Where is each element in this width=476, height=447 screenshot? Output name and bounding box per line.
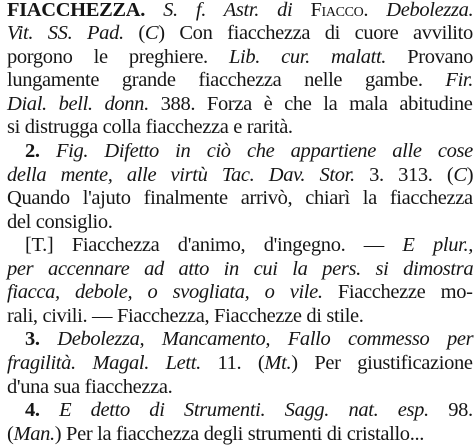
entry-text: Debolezza, Mancamento, Fallo commesso per xyxy=(57,328,474,350)
entry-text: 2. xyxy=(25,140,56,162)
entry-text: . xyxy=(363,0,387,21)
entry-text: per accennare ad atto in cui la pers. si dimostra xyxy=(7,258,474,280)
entry-line xyxy=(7,281,473,305)
entry-text: E plur., xyxy=(402,234,474,256)
entry-text: Mt. xyxy=(264,352,292,374)
entry-line xyxy=(25,140,473,164)
entry-text: 3. xyxy=(25,328,58,350)
entry-text: Fig. Difetto in ciò che appartiene alle cose xyxy=(55,140,473,162)
entry-line xyxy=(7,187,473,211)
entry-line xyxy=(7,211,113,235)
entry-line xyxy=(7,352,473,376)
entry-text: FIACCHEZZA xyxy=(7,0,141,21)
entry-line xyxy=(7,423,424,447)
entry-text: ) Per giustificazione xyxy=(291,352,473,374)
entry-text: Tac. Dav. Stor. xyxy=(221,164,355,186)
entry-text: Vit. SS. Pad. xyxy=(7,22,124,44)
entry-text: ) Con fiacchezza di cuore avvilito xyxy=(158,22,473,44)
entry-text: rali, civili. — Fiacchezza, Fiacchezze di stile. xyxy=(7,305,364,327)
entry-text: Fiacchezze mo- xyxy=(322,281,473,303)
entry-text: C xyxy=(453,164,467,186)
entry-line xyxy=(25,234,473,258)
entry-text xyxy=(208,164,222,186)
entry-line xyxy=(7,376,172,400)
entry-text: Fiacco xyxy=(310,0,364,21)
entry-line xyxy=(7,258,473,282)
entry-line xyxy=(7,46,473,70)
entry-text: lungamente grande fiacchezza nelle gambe. xyxy=(7,69,446,91)
entry-text: 4. xyxy=(25,399,60,421)
entry-line xyxy=(7,22,473,46)
entry-text: . xyxy=(140,0,164,21)
entry-text: S. f. Astr. di xyxy=(163,0,311,21)
entry-text: Dial. bell. donn. xyxy=(7,93,149,115)
entry-line xyxy=(25,328,473,352)
entry-line xyxy=(7,164,473,188)
entry-text: E detto di Strumenti. Sagg. nat. esp. xyxy=(59,399,429,421)
entry-line xyxy=(7,305,364,329)
entry-line xyxy=(7,69,473,93)
entry-text: Fir. xyxy=(445,69,474,91)
entry-text: Debolezza. xyxy=(386,0,474,21)
entry-text: Lib. cur. malatt. xyxy=(228,46,387,68)
entry-line xyxy=(7,116,293,140)
entry-text: 98. xyxy=(428,399,473,421)
entry-text: 11. ( xyxy=(200,352,265,374)
entry-text: C xyxy=(144,22,159,44)
entry-text: 3. 313. ( xyxy=(354,164,454,186)
entry-text: 388. Forza è che la mala abitudine xyxy=(148,93,473,115)
entry-text: Provano xyxy=(386,46,474,68)
entry-text: Man. xyxy=(13,423,55,445)
entry-text: si distrugga colla fiacchezza e rarità. xyxy=(7,116,293,138)
entry-text: fragilità. Magal. Lett. xyxy=(7,352,201,374)
entry-line xyxy=(7,0,473,23)
entry-text: della mente, alle virtù xyxy=(7,164,208,186)
entry-text: fiacca, debole, o svogliata, o vile. xyxy=(7,281,323,303)
entry-text: del consiglio. xyxy=(7,211,113,233)
entry-line xyxy=(7,93,473,117)
entry-text: ( xyxy=(7,423,14,445)
entry-text: Quando l'ajuto finalmente arrivò, chiarì la fiacchezza xyxy=(7,187,473,209)
entry-text: [T.] Fiacchezza d'animo, d'ingegno. — xyxy=(25,234,403,256)
entry-text: ) xyxy=(466,164,474,186)
entry-line xyxy=(25,399,473,423)
entry-text: ( xyxy=(123,22,145,44)
entry-text: porgono le preghiere. xyxy=(7,46,229,68)
entry-text: ) Per la fiacchezza degli strumenti di cristallo... xyxy=(54,423,425,445)
entry-text: d'una sua fiacchezza. xyxy=(7,376,173,398)
